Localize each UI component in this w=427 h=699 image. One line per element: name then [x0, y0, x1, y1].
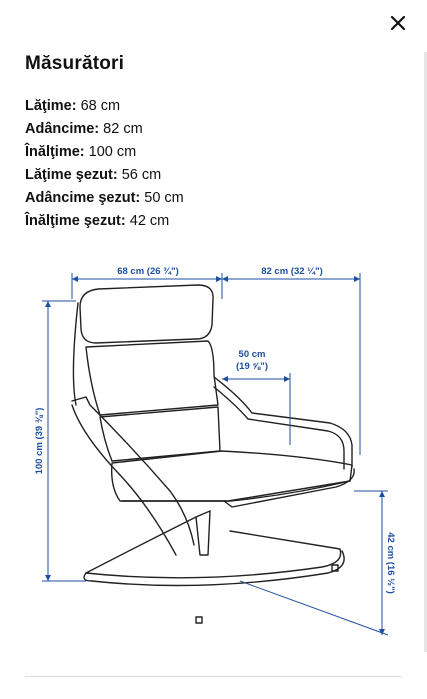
spec-value: 82 cm: [103, 121, 143, 137]
spec-label: Lăţime şezut:: [25, 167, 118, 183]
spec-seat-height: [25, 210, 184, 233]
seat-depth-label-line1: 50 cm: [238, 349, 266, 360]
close-icon: [390, 15, 406, 31]
spec-seat-width: [25, 164, 184, 187]
seat-depth-label-line2: (19 ⅝"): [236, 361, 268, 372]
spec-value: 68 cm: [80, 98, 121, 114]
bottom-divider: [25, 676, 402, 677]
width-dimension-label: 68 cm (26 ¾"): [117, 266, 179, 277]
spec-label: Înălţime şezut:: [25, 213, 126, 229]
spec-value: 42 cm: [129, 213, 170, 229]
spec-value: 100 cm: [88, 144, 137, 160]
spec-depth: [25, 118, 184, 141]
seat-height-dimension-label: 42 cm (16 ½"): [385, 532, 396, 594]
measurements-list: [25, 95, 184, 233]
spec-label: Lăţime:: [25, 98, 77, 114]
spec-label: Adâncime şezut:: [25, 190, 141, 206]
spec-width: [25, 95, 184, 118]
spec-value: 50 cm: [144, 190, 184, 206]
chair-dimension-drawing: [0, 255, 427, 650]
spec-seat-depth: [25, 187, 184, 210]
spec-label: Înălţime:: [25, 144, 85, 160]
height-dimension-label: 100 cm (39 ⅜"): [34, 407, 45, 475]
close-button[interactable]: [383, 8, 413, 38]
spec-label: Adâncime:: [25, 121, 100, 137]
modal-title: Măsurători: [25, 53, 125, 74]
depth-dimension-label: 82 cm (32 ¼"): [261, 266, 323, 277]
spec-height: [25, 141, 184, 164]
chair-illustration: [72, 285, 354, 623]
spec-value: 56 cm: [121, 167, 162, 183]
